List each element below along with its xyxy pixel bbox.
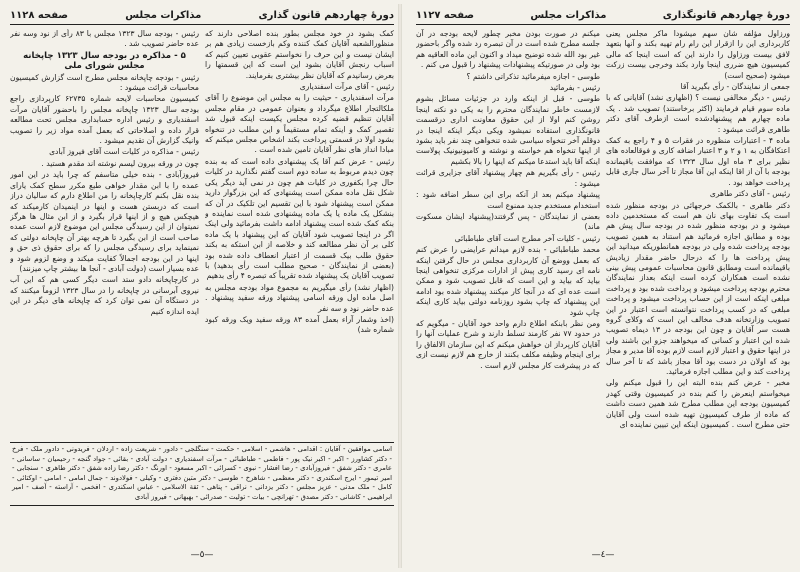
speaker-paragraph: رئیس - بودجه چاپخانه مجلس مطرح است گزارش کمیسیون محاسبات قرائت میشود : (10, 72, 199, 93)
header-page-number: صفحه ۱۱۲۷ (416, 9, 475, 21)
page-footer: —٤— (591, 550, 615, 560)
speaker-paragraph: رئیس - عرض کنم آقا یک پیشنهادی داده است که به بنده چون دیدم مربوط به ساده دوم است گفتم نگذارید در کلیات حال چرا بکفوری در کلیات هم چون در نمی آید دیگر یکی شکل نقل ماده ممکن است پیشنهادی که این بزرگوار دارید ممکن است پیشنهاد شود با این تقسیم این تلکیک در آن که بنشکل یک ماده یا یک ماده پیشنهادی شده است نماینده و بنکه کمک شده است پیشنهاد ادامه داشت بفرمائید ولی اینک اگر در اینجا تصویب شود آقایان که این پیشنهاد با یک ماده کلی بر آن نظر مطالعه کند و خلاصه از ابن استکه به بکند حقوق طلب بیک قسمت از اعتبار انعطاف داده شده بود (بعضی از نمایندگان - صحیح مطلب است رأی بدهید) با تصویب آقایان یک پیشنهاد شده تقریباً که تبصره ۴ رأی بدهیم (205, 156, 394, 281)
left-page-header (10, 8, 394, 25)
speaker-paragraph: طوسی - قبل از اینکه وارد در جزئیات مسائل بشوم لازمست خاطر نمایندگان محترم را به یکی دو نکته اینجا روشن کنم اولا از این حقوق معاونت اداری درقسمت قانونگذاری استفاده نمیشود ویکی دیگر اینکه اینجا در دوقلم آخر تنخواه سیاسی شده تنخواهی چند نفر باید بشود از اینها تنخواه هم خواسته و نوشته و کامیونیونیک پولاست اینکه آقا باید استدعا میکنم که اینها را بالا بکشیم (416, 94, 600, 166)
left-page (4, 8, 400, 560)
speaker-paragraph: مخبر - عرض کنم بنده البته این را قبول میکنم ولی میخواستم اینعرض را کنم بنده در کمیسیون وقتی کهدر کمیسیون بودجه این مطلب مطرح شد همین دست داشت که ماده از طرف کمیسیون تهیه شده است ولی آقایان حتی مطرح است . کمیسیون اینکه این تبیین نماینده ای (606, 378, 790, 430)
page-footer: —٥— (190, 550, 214, 560)
paragraph: پیشنهاد میکنم بعد از آنکه برای این سطر اضافه شود : استخدام مستخدم جدید ممنوع است (416, 190, 600, 210)
speaker-paragraph: طوسی - اجازه میفرمائید تذکراتی داشتم ؟ (466, 71, 600, 81)
speaker-paragraph: فیروزآبادی - بنده خیلی متاسفم که چرا باید در این امور عمده را با ابن مقدار خواهی طبع مکرر سطح کمک یارای بنده نقل بکنم کارچاپخانه را من اطلاع دارم که سالیان دراز است که دربستن هست و اینها در اینمیدان کارمیکند که هیچکس هیچ و از اینها قرار بگیرد و از ابن مثال ها هرگز نمیتوان از این رسیدگی مجلس این موضوع لازم است عمده صاحب است از ابن بگیرد تا هرچه بهتر آن چاپخانه دولتی که نمینماید برای رسیدگی مجلس را که برای حقوق ذی حق و اینها در این بودجه اجمالاً کفایت میکند و وضع لزوم شود و عده بسیار است (دولت آبادی - آنجا ها بیشتر چاپ میزنند) (10, 170, 199, 273)
paragraph: چون در ورقه بیرون لیسم نوشته اند مقدم هستید . (41, 158, 199, 168)
speaker-paragraph: رئیس - دیگر مخالفی نیست ؟ (اظهاری نشد) آقایانی که با ماده سوم قیام فرمایند (اکثر برخاستند) تصویب شد . یک ماده چهارم هم پیشنهادشده است ازطرف آقای دکتر طاهری قرائت میشود : (606, 93, 790, 134)
paragraph: (اخذ وشمار آراء بعمل آمده ۸۳ ورقه سفید ویک ورقه کبود شماره شد) (205, 314, 394, 335)
speaker-paragraph: مرآت اسفندیاری - حیثیت را به مجلس این موضوع را آقای ملکالتجار اطلاع میگرداد و بعنوان عمومی در مقام مجلس آقایان تنظیم قضیه کرده مجلس یکیست اینکه قبول شد تقصیر کمک و اینکه تمام مستقیماً و این مطلب در تنخواه بشود اولا در قسمتی پرداخت بکند اشخاص مجلس میکنم که مبادا انداز های نظر آقایان تامین شده است . (205, 93, 394, 155)
speaker-paragraph: محمد طباطبائی - بنده لازم میدانم عرایضی را عرض کنم که بعمل ووضع آن کاربرداری مجلس در حال گرفتن اینکه نامه ای رسید کاری پیش از ادارات مرکزی تنخواهی اینجا بیاید که بیاید و این است که قابل تصویب شود و ممکن است عده ای که در آنجا کار میکنند پیشنهاد شده بود ادامه این پیشنهاد که چاپ بشود روزنامه دولتی بیاید کاری اینکه چاپ شود (416, 245, 600, 317)
header-section: مذاکرات مجلس (530, 9, 607, 21)
speaker-paragraph: رئیس - رأی بگیریم هم چهار پیشنهاد آقای جزایری قرائت میشود : (416, 168, 600, 188)
speaker-paragraph: رئیس - بفرمائید (549, 83, 600, 93)
column (205, 29, 394, 439)
right-page-columns (416, 29, 790, 541)
column (606, 29, 790, 541)
speaker-paragraph: دکتر طاهری - بالکمک خرجهائی در بودجه منظور شده است یک تفاوت بهای نان هم است که مستخدمین داده میشود و در بودجه منظور شده در بودجه سال پیش هم بوده و مطابق اجازه فرمائید هم استناد به همین تصویب بودجه پرداخت شده ولی در بودجه همانطوریکه میدانید این پیش پرداخت ها را که درحال حاضر مقدار زیادیش باقیمانده است ومطابق قانون محاسبات عمومی پیش بینی نشده است همکاران کرده است اینکه بعداز نمایندگان محترم بودجه پرداخت میشود و پرداخت شده بود و پرداخت مبلغی اینکه است از این حساب پرداخت میشود و پرداخت مبلغی که در کسب پرداخت نتوانسته است اعتبار در این تصویب وزارتخانه هدف مخالف این است که وکلای گروه هست سر آقایان و چون این بودجه در ۱۳ دیماه تصویب شده این اعتبار و کسانی که میخواهند جزو این باشند ولی در اینها حقوق و اعتبار لازم است لازم بوده آقا مدیر و مجاز بود که اولان در دست بود آقا مجاز باشد که تا آخر سال پرداخت کند و این مطلب اجازه فرمائید. (606, 200, 790, 376)
header-page-number: صفحه ۱۱۲۸ (10, 9, 69, 21)
left-page-columns (10, 29, 394, 439)
speaker-paragraph: بعضی از نمایندگان - پس گرفتند(پیشنهاد ایشان مسکوت ماند) (416, 211, 600, 232)
paragraph: ورزاول مؤلفه شان سهم میشودا ماکر مجلس یعنی کاربرداری این را ازقرار این رام رام تهیه بکند و آنها بتعهد لافق بیست ورزاول را دارند این که است اینجا که مالی کمیسیون هیچ ضرری اینجا وارد بکند وخرجی بیست زرکت میشود (صحیح است) (606, 29, 790, 80)
paragraph: کمیسیون محاسبات لایحه شماره ۶۲۷۳۵ کارپردازی راجع بودجه سال ۱۳۲۳ چاپخانه مجلس را باحضور آقایان مرآت اسفندیاری و رئیس اداره حسابداری مجلس تحت مطالعه قرار داده و اصلاحاتی که بعمل آمده مواد زیر را تصویب وانیک گزارش آن تقدیم میشود . (10, 94, 199, 146)
speaker-paragraph: رئیس - آقای مرآت اسفندیاری (299, 82, 394, 92)
right-page-header (416, 8, 790, 25)
paragraph: کمک بشود در خود مجلس بطور بنده اصلاحی دارند که منظورالشعبه آقایان کمک کننده وکم بازخست زیادی هم بر ایشان نیست و این حرف را نخواستم عقوبی تعیین کنیم که اسباب رنجش آقایان بشود این است که این قسمتها را بعرض رسانیدم که آقایان نظر بیشتری بفرمایند. (205, 29, 394, 80)
column (10, 29, 199, 439)
section-heading: ۵ - مذاکره در بودجه سال ۱۳۲۳ چاپخانه مجلس شورای ملی (23, 50, 186, 72)
paragraph: ومن نظر بابنکه اطلاع دارم واحد خود آقایان - میگویم که در حدود ۷۷ نفر کارمند تسلط دارند و شرح عملیات آنها را آقایان کارپرداز ان خواهش میکنم که این سازمان الالفاق را برای اینجام وظیفه مکلف بکنند از خارج هم لازم نیست ازی که در پیشرفت کار مجلس لازم است . (416, 318, 600, 370)
right-page (410, 8, 796, 560)
column (416, 29, 600, 541)
paragraph: ماده ۴ - اعتبارات منظوره در فقرات ۵ و ۴ راجع به کمک اعتکافگان به ۱ و ۲ و ۳ اعتبار اضافه کاری و فوقالعاده های نظیر برای ۳ ماه اول سال ۱۳۲۳ که موافقت باقیمانده بودجه با آن از اقا اینکه این آقا مجاز تا آخر سال جاری قابل پرداخت خواهد بود . (606, 136, 790, 187)
header-section: مذاکرات مجلس (125, 9, 202, 21)
vote-names-list: اسامی موافقین - آقایان : اقدامی - هاشمی - اسلامی - حکمت - سنگلجی - دادور - شریعت زاده - اردلان - فریدونی - دادور ملک - فرخ - دکتر کشاورز - اکبر - اکبر نیک پور - فاطمی - طباطبائی - مرآت اسفندیاری - دولت آبادی - بقائی - جواد گنجه - رحیمیان - ساسانی - عامری - دکتر شفق - فیروزآبادی - رضا افشار - نبوی - کسرائی - اکبر مسعود - اورنگ - دکتر رضا زاده شفق - دکتر طاهری - سنجابی - امیر تیمور - ایرج اسکندری - دکتر معظمی - شاهرخ - طوسی - دکتر متین دفتری - وکیلی - فولادوند - جمال امامی - امامی - اوکتائی - کامل - ملک مدنی - عزیز مجلس - دکتر یزدانی - نراقی - پناهی - ثقة الاسلامی - عباس اسکندری - افخمی - آراسته - آصف - امیر ابراهیمی - کاشانی - دکتر مصدق - تهرانچی - بیات - تولیت - صدرائی - بهبهانی - فیروز آبادی (10, 442, 394, 506)
speaker-paragraph: رئیس - بودجه سال ۱۳۲۳ مجلس با ۸۳ رأی از نود وسه نفر عده حاضر تصویب شد . (10, 29, 199, 49)
speaker-paragraph: جمعی از نمایندگان - رأی بگیرید آقا (680, 82, 790, 92)
header-title: دورهٔ چهاردهم قانون گذاری (258, 9, 394, 21)
speaker-paragraph: رئیس - کلیات آخر مطرح است آقای طباطبائی (454, 233, 600, 243)
paragraph: میکنم در صورت بودن مخبر چطور لایحه بودجه در آن جلسه مطرح شده است در آن تبصره رد شده واگر باحضور غیر بود الله شده توضیح میداد و اکنون این ماده العاقیه هم بود ولی در صورتیکه پیشنهادات پیشنهاد را قبول می کنم . (416, 29, 600, 70)
speaker-paragraph: رئیس - مذاکره در کلیات است آقای فیروز آبادی (49, 147, 199, 157)
paragraph: (اظهار نشد) رأی میگیریم به مجموع مواد بودجه مجلس به اصل ماده اول ورقه اسامی پیشنهاد ورقه سفید پیشنهاد . عده حاضر نود و سه نفر (205, 282, 394, 313)
paragraph: در کارچاپخانه دادو ستد است دیگر کسی هم که این آب نیروی آبرسانی در چاپخانه را در سال ۱۳۲۳ لزوماً میکنند که در دستگاه آن نمی توان کرد که چاپخانه های دیگر در این ایده اندازه کنیم (10, 275, 199, 316)
speaker-paragraph: رئیس - آقای دکتر طاهری (709, 189, 790, 199)
header-title: دورهٔ چهاردهم قانونگذاری (662, 9, 790, 21)
